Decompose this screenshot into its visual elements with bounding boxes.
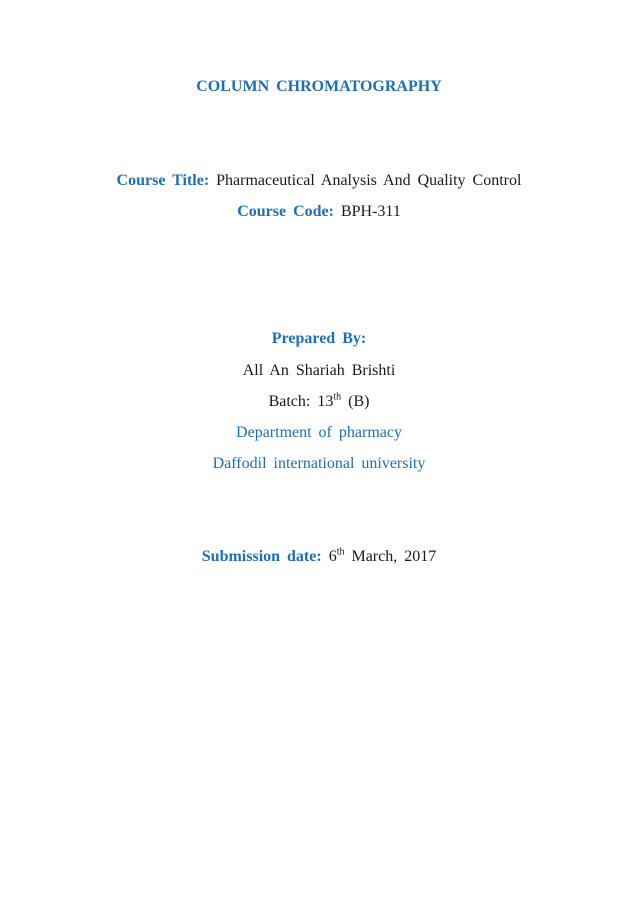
course-code-label: Course Code: <box>237 203 334 220</box>
document-title <box>0 77 638 97</box>
title-text: COLUMN CHROMATOGRAPHY <box>196 78 442 95</box>
prepared-by-heading <box>0 329 638 349</box>
course-title-label: Course Title: <box>116 172 210 189</box>
university-line <box>0 454 638 474</box>
course-title-line <box>0 171 638 191</box>
batch-suffix: (B) <box>341 393 370 410</box>
submission-date-line <box>0 547 638 567</box>
course-code-line <box>0 202 638 222</box>
prepared-by-label: Prepared By: <box>271 330 367 347</box>
course-title-value: Pharmaceutical Analysis And Quality Control <box>216 172 522 189</box>
submission-day-superscript: th <box>336 546 345 558</box>
submission-date-label: Submission date: <box>201 548 322 565</box>
course-code-value: BPH-311 <box>340 203 401 220</box>
submission-day: 6 <box>328 548 337 565</box>
university-name: Daffodil international university <box>212 455 426 472</box>
submission-date-rest: March, 2017 <box>344 548 437 565</box>
batch-superscript: th <box>333 391 342 403</box>
author-name: All An Shariah Brishti <box>242 362 396 379</box>
batch-text: Batch: 13 <box>268 393 334 410</box>
department-line <box>0 423 638 443</box>
department-name: Department of pharmacy <box>236 424 402 441</box>
batch-line <box>0 392 638 412</box>
author-name-line <box>0 361 638 381</box>
